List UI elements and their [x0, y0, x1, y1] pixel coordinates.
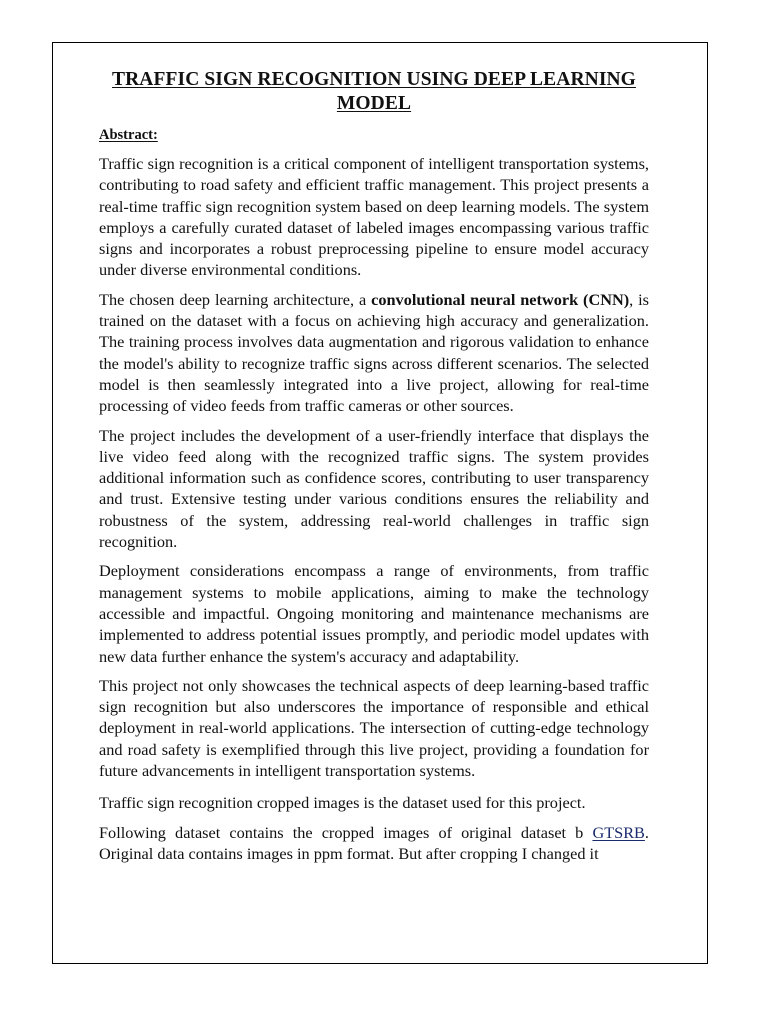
paragraph-2-text-end: , is trained on the dataset with a focus on achieving high accuracy and generalization. The training process involves data augmentation and rigorous validation to enhance the model's ability to recognize traffic signs across different scenarios. The selected model is then seamlessly integrated into a live project, allowing for real-time processing of video feeds from traffic cameras or other sources. [99, 289, 649, 416]
abstract-paragraph-1: Traffic sign recognition is a critical component of intelligent transportation systems, contributing to road safety and efficient traffic management. This project presents a real-time traffic sign recognition system based on deep learning models. The system employs a carefully curated dataset of labeled images encompassing various traffic signs and incorporates a robust preprocessing pipeline to ensure model accuracy under diverse environmental conditions. [99, 154, 649, 280]
abstract-paragraph-4: Deployment considerations encompass a range of environments, from traffic management systems to mobile applications, aiming to make the technology accessible and impactful. Ongoing monitoring and maintenance mechanisms are implemented to address potential issues promptly, and periodic model updates with new data further enhance the system's accuracy and adaptability. [99, 561, 649, 666]
dataset-paragraph: Traffic sign recognition cropped images is the dataset used for this project. [99, 793, 586, 813]
document-title: TRAFFIC SIGN RECOGNITION USING DEEP LEARNING MODEL [112, 69, 636, 114]
paragraph-7-text-end: . Original data contains images in ppm format. But after cropping I changed it [99, 822, 649, 863]
gtsrb-link[interactable]: GTSRB [592, 822, 645, 842]
cnn-bold-term: convolutional neural network (CNN) [371, 289, 630, 309]
paragraph-2-text-start: The chosen deep learning architecture, a [99, 289, 372, 309]
abstract-paragraph-5: This project not only showcases the technical aspects of deep learning-based traffic sign recognition but also underscores the importance of responsible and ethical deployment in real-world applications. The intersection of cutting-edge technology and road safety is exemplified through this live project, providing a foundation for future advancements in intelligent transportation systems. [99, 675, 649, 781]
abstract-heading: Abstract: [99, 127, 158, 143]
document-body [99, 68, 649, 864]
abstract-paragraph-3: The project includes the development of a user-friendly interface that displays the live video feed along with the recognized traffic signs. The system provides additional information such as confidence scores, contributing to user transparency and trust. Extensive testing under various conditions ensures the reliability and robustness of the system, addressing real-world challenges in traffic sign recognition. [99, 425, 649, 552]
paragraph-7-text-start: Following dataset contains the cropped images of original dataset b [99, 822, 593, 842]
abstract-paragraph-2 [99, 289, 649, 417]
dataset-description-paragraph [99, 822, 649, 865]
